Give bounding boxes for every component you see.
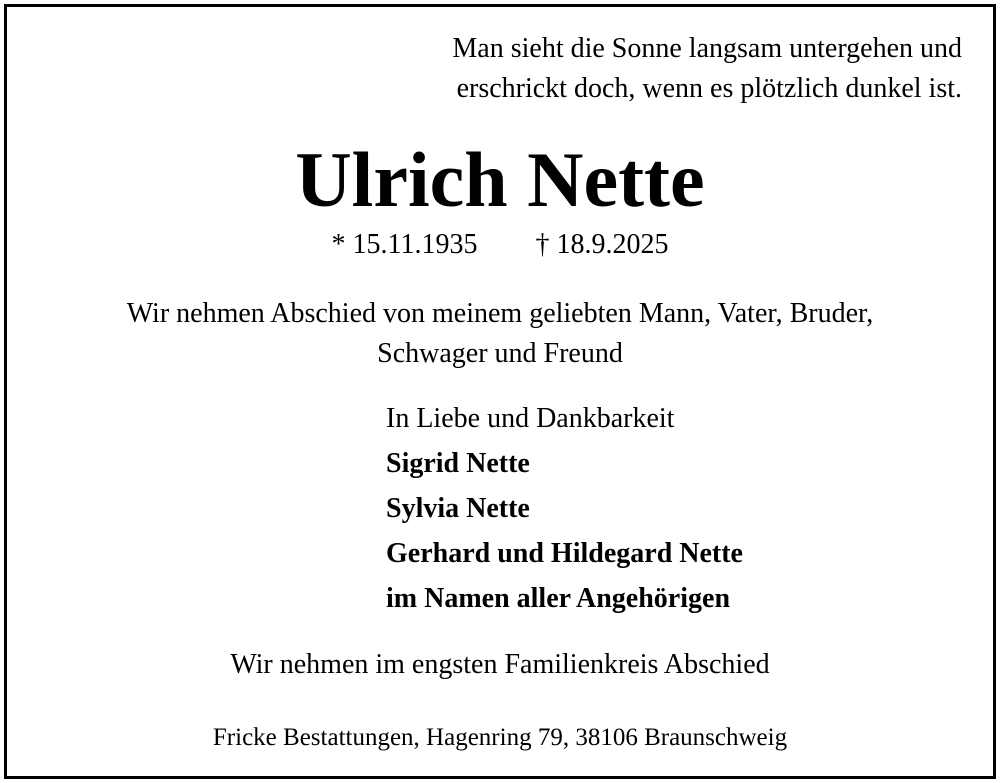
quote-line-2: erschrickt doch, wenn es plötzlich dunkel ist. [456, 73, 962, 104]
farewell-line-1: Wir nehmen Abschied von meinem geliebten Mann, Vater, Bruder, [126, 298, 874, 329]
death-date: † 18.9.2025 [535, 229, 669, 260]
mourners-intro: In Liebe und Dankbarkeit [386, 403, 675, 434]
mourner-name: Gerhard und Hildegard Nette [386, 538, 743, 569]
life-dates [0, 227, 1000, 263]
mourner-name: Sigrid Nette [386, 448, 530, 479]
deceased-name: Ulrich Nette [295, 136, 705, 223]
mourner-name: im Namen aller Angehörigen [386, 583, 731, 614]
funeral-note: Wir nehmen im engsten Familienkreis Abschied [230, 649, 770, 680]
farewell-text [0, 294, 1000, 374]
funeral-home-address: Fricke Bestattungen, Hagenring 79, 38106 Braunschweig [212, 724, 788, 751]
quote [452, 29, 962, 109]
mourner-name: Sylvia Nette [386, 493, 530, 524]
mourners [386, 396, 743, 621]
farewell-line-2: Schwager und Freund [377, 338, 623, 369]
birth-date: * 15.11.1935 [331, 229, 478, 260]
quote-line-1: Man sieht die Sonne langsam untergehen und [452, 33, 962, 64]
